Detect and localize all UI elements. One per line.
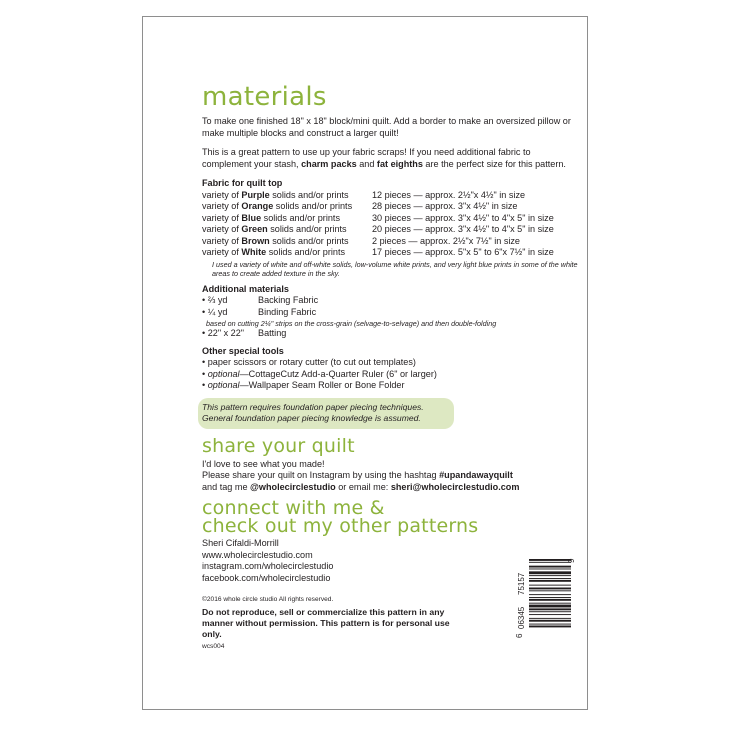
fabric-desc: variety of Brown solids and/or prints xyxy=(202,235,349,246)
fabric-table xyxy=(202,190,582,259)
instagram-handle: @wholecirclestudio xyxy=(250,481,336,492)
pattern-back-cover xyxy=(142,16,588,710)
scraps-text-3: are the perfect size for this pattern. xyxy=(422,158,566,169)
barcode-bar xyxy=(529,569,571,570)
binding-note: based on cutting 2¼" strips on the cross-grain (selvage-to-selvage) and then double-folding xyxy=(206,319,497,328)
barcode-left-digit: 6 xyxy=(515,633,524,638)
barcode-right-digit: 9 xyxy=(567,558,576,563)
barcode-bar xyxy=(529,614,571,615)
barcode-bar xyxy=(529,624,571,625)
material-row xyxy=(202,307,582,319)
barcode-bar xyxy=(529,578,571,579)
scraps-text-1: This is a great pattern to use up your fabric scraps! If you need additional fabric to complement your stash, xyxy=(202,147,531,169)
charm-packs-text: charm packs xyxy=(301,158,357,169)
barcode-bar xyxy=(529,608,571,610)
share-title: share your quilt xyxy=(202,434,355,457)
legal-notice: Do not reproduce, sell or commercialize this pattern in any manner without permission. This pattern is for personal use only. xyxy=(202,607,450,639)
pattern-code: wcs004 xyxy=(202,643,225,650)
material-qty: • ⅔ yd xyxy=(202,295,228,305)
barcode-bar xyxy=(529,571,571,574)
fabric-row xyxy=(202,213,582,225)
share-line: I'd love to see what you made! xyxy=(202,458,325,469)
material-item: Backing Fabric xyxy=(258,295,319,305)
callout-line: General foundation paper piecing knowledge is assumed. xyxy=(202,412,421,423)
upc-barcode xyxy=(516,557,578,641)
material-qty: • 22" x 22" xyxy=(202,328,244,338)
barcode-bar xyxy=(529,590,571,591)
barcode-bar xyxy=(529,588,571,590)
barcode-bar xyxy=(529,626,571,628)
callout-line: This pattern requires foundation paper piecing techniques. xyxy=(202,401,424,412)
instagram-link: instagram.com/wholecirclestudio xyxy=(202,561,334,571)
scraps-paragraph xyxy=(202,147,582,170)
material-item: Binding Fabric xyxy=(258,306,317,317)
share-line: and tag me @wholecirclestudio or email me: sheri@wholecirclestudio.com xyxy=(202,481,520,492)
fabric-desc: variety of Orange solids and/or prints xyxy=(202,201,353,211)
connect-title-block xyxy=(202,499,582,535)
barcode-group-1: 06345 xyxy=(517,606,526,629)
fabric-amount: 12 pieces — approx. 2½"x 4½" in size xyxy=(372,189,526,200)
barcode-bar xyxy=(529,580,571,582)
barcode-bar xyxy=(529,566,571,568)
fabric-note: I used a variety of white and off-white solids, low-volume white prints, and very light blue prints in some of the white areas to create added texture in the sky. xyxy=(212,259,578,278)
tool-item: • optional—CottageCutz Add-a-Quarter Ruler (6" or larger) xyxy=(202,368,437,379)
barcode-bar xyxy=(529,575,571,576)
tools-heading: Other special tools xyxy=(202,345,284,356)
fabric-desc: variety of Green solids and/or prints xyxy=(202,224,347,234)
fabric-desc: variety of Purple solids and/or prints xyxy=(202,189,349,200)
barcode-bar xyxy=(529,618,571,619)
connect-title: check out my other patterns xyxy=(202,515,479,537)
scraps-text-2: and xyxy=(356,158,377,169)
barcode-bar xyxy=(529,597,571,598)
paper-piecing-callout xyxy=(198,398,454,429)
website-link: www.wholecirclestudio.com xyxy=(202,549,313,560)
barcode-bar xyxy=(529,603,571,604)
barcode-bar xyxy=(529,620,571,622)
material-row xyxy=(202,295,582,307)
facebook-link: facebook.com/wholecirclestudio xyxy=(202,572,331,583)
additional-heading: Additional materials xyxy=(202,283,289,294)
material-qty: • ¼ yd xyxy=(202,306,228,317)
fabric-amount: 30 pieces — approx. 3"x 4½" to 4"x 5" in size xyxy=(372,212,554,223)
fabric-amount: 2 pieces — approx. 2½"x 7½" in size xyxy=(372,235,520,246)
barcode-bar xyxy=(529,594,571,595)
tool-item: • optional—Wallpaper Seam Roller or Bone Folder xyxy=(202,380,405,390)
fabric-desc: variety of White solids and/or prints xyxy=(202,247,346,257)
materials-intro: To make one finished 18" x 18" block/mini quilt. Add a border to make an oversized pillow or make multiple blocks and construct a larger quilt! xyxy=(202,116,571,138)
fabric-row xyxy=(202,224,582,236)
connect-title: connect with me & xyxy=(202,497,385,519)
barcode-group-2: 75157 xyxy=(517,572,526,595)
barcode-bar xyxy=(529,585,571,586)
fabric-row xyxy=(202,190,582,202)
copyright: ©2016 whole circle studio All rights reserved. xyxy=(202,596,334,603)
fabric-row xyxy=(202,236,582,248)
share-line: Please share your quilt on Instagram by using the hashtag #upandawayquilt xyxy=(202,470,513,480)
fabric-row xyxy=(202,201,582,213)
fabric-desc: variety of Blue solids and/or prints xyxy=(202,212,340,223)
fabric-row xyxy=(202,247,582,259)
tool-item: • paper scissors or rotary cutter (to cut out templates) xyxy=(202,357,416,367)
materials-title: materials xyxy=(202,82,327,112)
hashtag-text: #upandawayquilt xyxy=(439,470,513,480)
barcode-bar xyxy=(529,599,571,601)
email-address: sheri@wholecirclestudio.com xyxy=(390,481,520,492)
fabric-amount: 17 pieces — approx. 5"x 5" to 6"x 7½" in size xyxy=(372,247,554,257)
barcode-bar xyxy=(529,611,571,612)
fabric-heading: Fabric for quilt top xyxy=(202,178,283,188)
author-name: Sheri Cifaldi-Morrill xyxy=(202,538,279,548)
barcode-bar xyxy=(529,605,571,608)
barcode-bar xyxy=(529,562,571,563)
material-row xyxy=(202,328,582,340)
material-item: Batting xyxy=(258,328,287,338)
fabric-amount: 20 pieces — approx. 3"x 4½" to 4"x 5" in size xyxy=(372,224,554,234)
fabric-amount: 28 pieces — approx. 3"x 4½" in size xyxy=(372,201,518,211)
barcode-bar xyxy=(529,559,571,561)
fat-eighths-text: fat eighths xyxy=(376,158,423,169)
